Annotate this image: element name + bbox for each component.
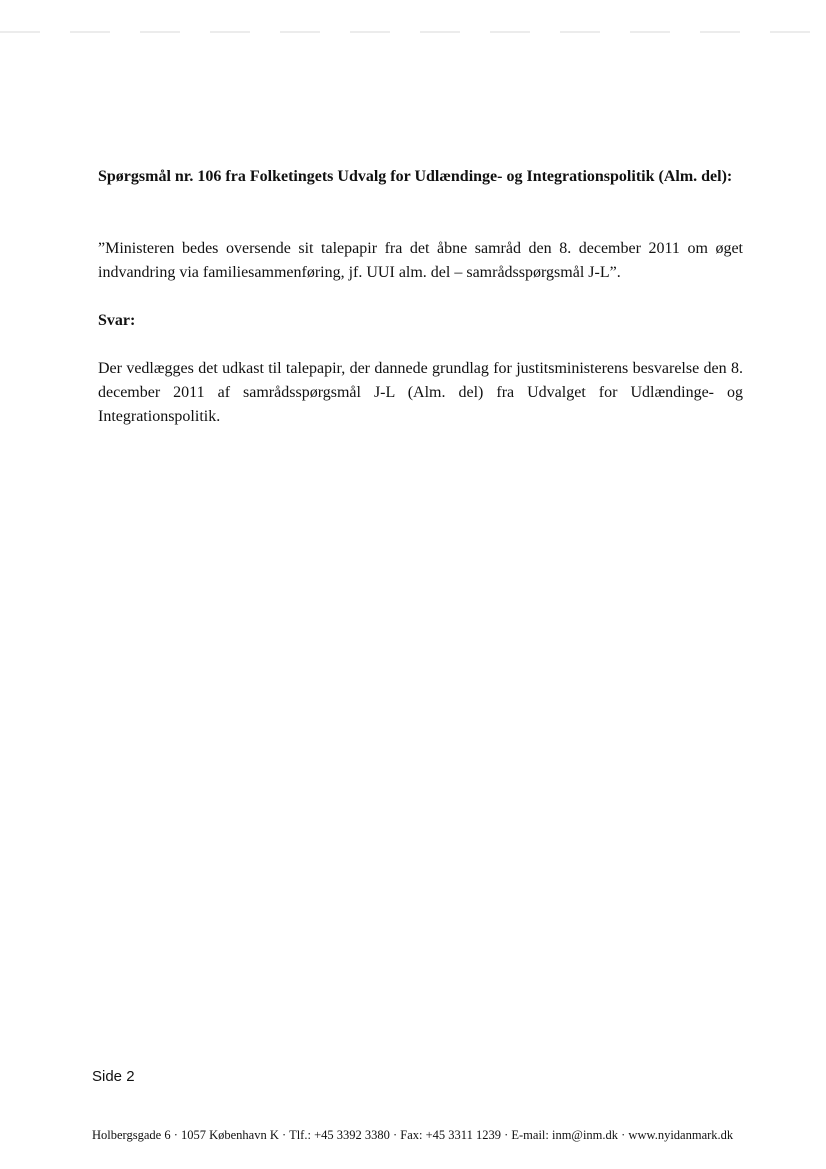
page-number: Side 2 <box>92 1068 135 1085</box>
question-text: ”Ministeren bedes oversende sit talepapir fra det åbne samråd den 8. december 2011 om øget indvandring via familiesammenføring, jf. UUI alm. del – samrådsspørgsmål J-L”. <box>98 240 743 281</box>
question-heading: Spørgsmål nr. 106 fra Folketingets Udvalg for Udlændinge- og Integrationspolitik (Alm. del): <box>98 168 733 185</box>
answer-text: Der vedlægges det udkast til talepapir, der dannede grundlag for justitsministerens besvarelse den 8. december 2011 af samrådsspørgsmål J-L (Alm. del) fra Udvalget for Udlændinge- og Integrationspolitik. <box>98 360 743 425</box>
footer-contact-info: Holbergsgade 6 · 1057 København K · Tlf.: +45 3392 3380 · Fax: +45 3311 1239 · E-mail: inm@inm.dk · www.nyidanmark.dk <box>92 1128 734 1142</box>
answer-label: Svar: <box>98 312 136 329</box>
scan-artifact-line <box>0 31 826 33</box>
